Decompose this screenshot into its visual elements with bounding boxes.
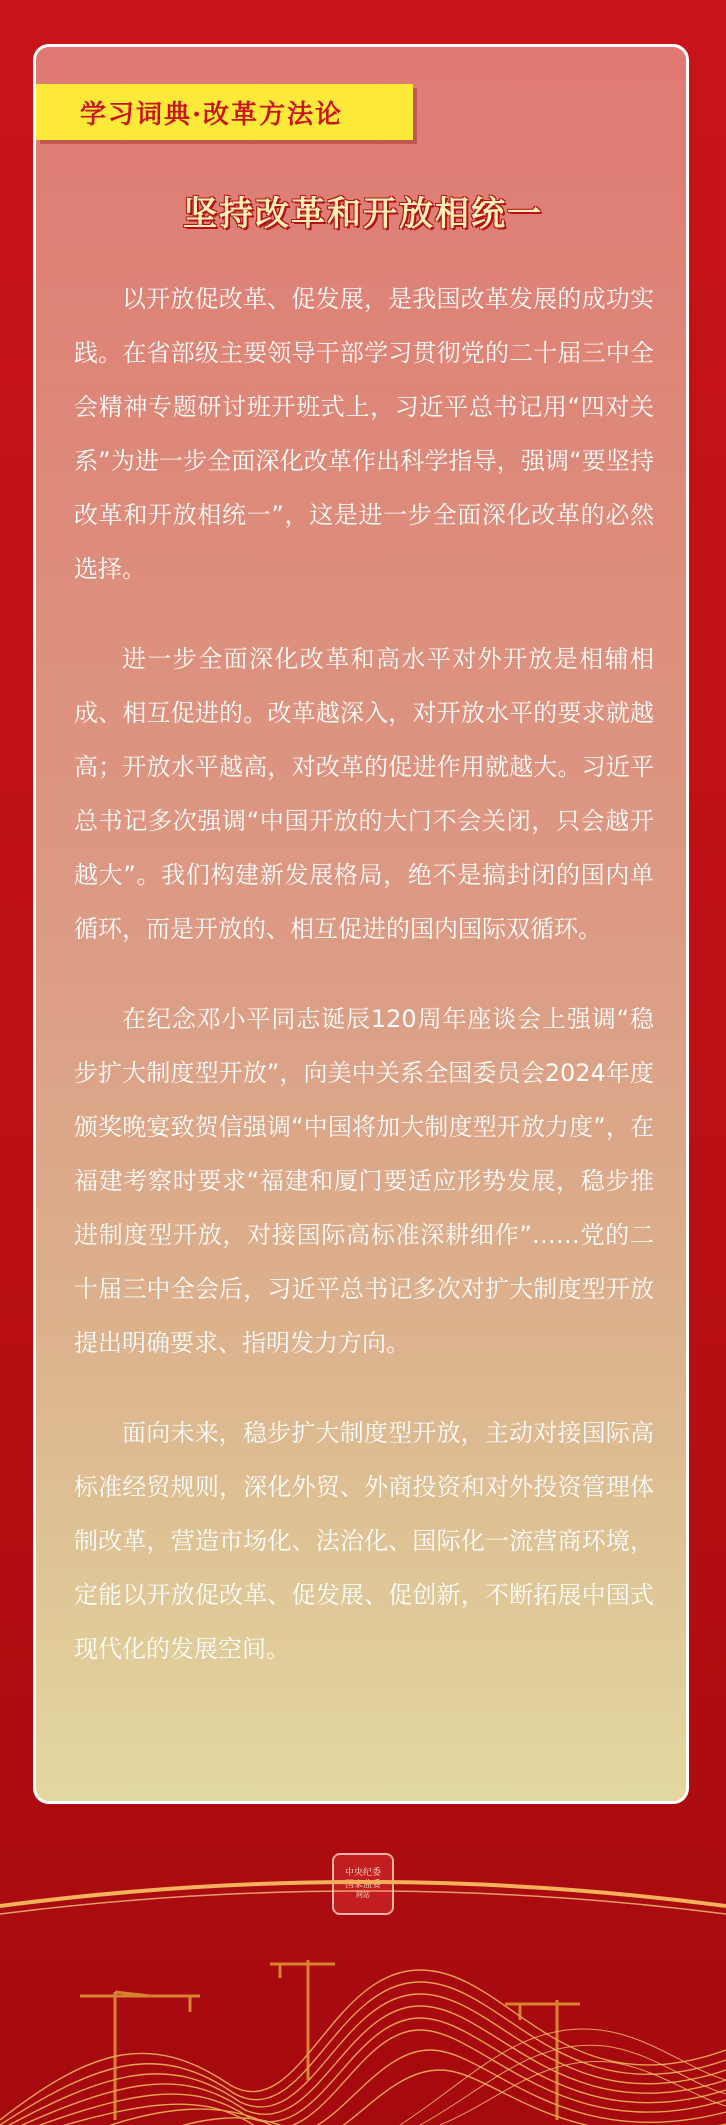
wavy-hills-illustration (0, 1880, 726, 2125)
category-tag-label: 学习词典·改革方法论 (80, 99, 344, 130)
construction-crane-icon (505, 2000, 580, 2120)
article-title: 坚持改革和开放相统一 (183, 194, 543, 234)
seal-line-2: 国家监委 (344, 1879, 381, 1890)
paragraph-4: 面向未来，稳步扩大制度型开放，主动对接国际高标准经贸规则，深化外贸、外商投资和对外投资管理体制改革，营造市场化、法治化、国际化一流营商环境，定能以开放促改革、促发展、促创新，不断拓展中国式现代化的发展空间。 (74, 1419, 654, 1663)
seal-line-3: 网站 (356, 1890, 370, 1899)
category-tag (36, 84, 413, 140)
paragraph-1: 以开放促改革、促发展，是我国改革发展的成功实践。在省部级主要领导干部学习贯彻党的二十届三中全会精神专题研讨班开班式上，习近平总书记用“四对关系”为进一步全面深化改革作出科学指导，强调“要坚持改革和开放相统一”，这是进一步全面深化改革的必然选择。 (74, 285, 654, 583)
construction-crane-icon (80, 1992, 200, 2120)
paragraph-2: 进一步全面深化改革和高水平对外开放是相辅相成、相互促进的。改革越深入，对开放水平的要求就越高；开放水平越高，对改革的促进作用就越大。习近平总书记多次强调“中国开放的大门不会关闭，只会越开越大”。我们构建新发展格局，绝不是搞封闭的国内单循环，而是开放的、相互促进的国内国际双循环。 (74, 645, 654, 943)
article-body (74, 272, 654, 1712)
paragraph-3: 在纪念邓小平同志诞辰120周年座谈会上强调“稳步扩大制度型开放”，向美中关系全国委员会2024年度颁奖晚宴致贺信强调“中国将加大制度型开放力度”，在福建考察时要求“福建和厦门要适应形势发展，稳步推进制度型开放，对接国际高标准深耕细作”……党的二十届三中全会后，习近平总书记多次对扩大制度型开放提出明确要求、指明发力方向。 (74, 1005, 654, 1357)
seal-line-1: 中央纪委 (344, 1868, 381, 1879)
